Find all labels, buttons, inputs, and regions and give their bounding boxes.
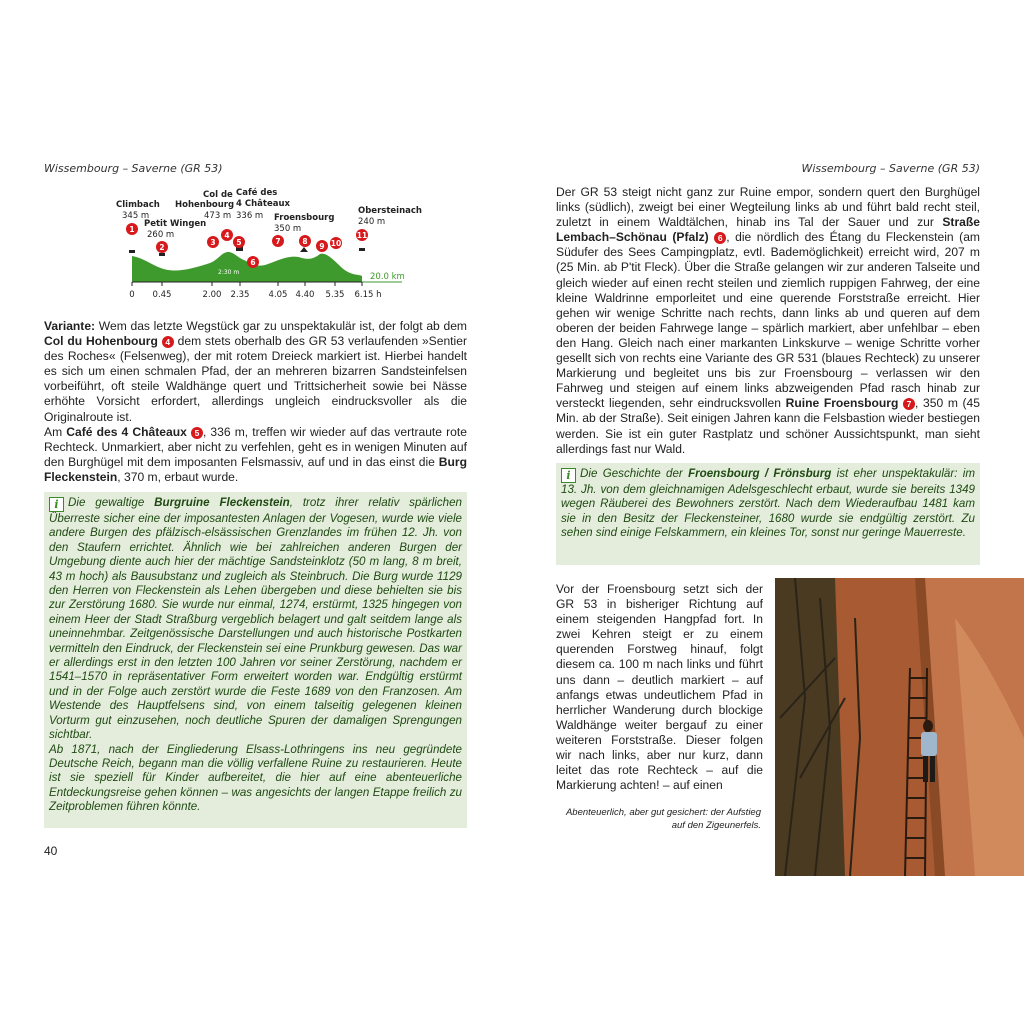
place-name: Straße Lembach–Schönau (Pfalz) xyxy=(556,215,980,245)
marker-3-label: 3 xyxy=(210,238,216,247)
place-name: Burgruine Fleckenstein xyxy=(154,496,290,509)
place-name: Burg Fleckenstein xyxy=(44,454,467,484)
waypoint-obersteinach-name: Obersteinach xyxy=(358,206,422,216)
info-icon: i xyxy=(49,497,64,512)
text-run: Der GR 53 steigt nicht ganz zur Ruine empor, sondern quert den Burghügel links (südlich), zweigt bei einer Wegteilung links ab und führt bald recht steil, zuletzt in einem Waldtälchen, hinab ins Tal der Sauer und zur xyxy=(556,185,980,230)
cafe-paragraph xyxy=(44,425,467,485)
time-label: 0 xyxy=(129,290,135,300)
waypoint-cafe-name-2: 4 Châteaux xyxy=(236,199,290,209)
time-label: 6.15 h xyxy=(354,290,382,300)
profile-inner-label: 2:30 m xyxy=(218,269,240,276)
time-label: 0.45 xyxy=(152,290,172,300)
waypoint-col-name-1: Col de xyxy=(203,190,233,200)
terrain-area xyxy=(132,252,362,282)
text-run: Die gewaltige xyxy=(68,496,155,509)
place-name: Ruine Froensbourg xyxy=(785,396,899,411)
right-body xyxy=(556,185,980,457)
marker-8-label: 8 xyxy=(302,237,308,246)
text-run: , die nördlich des Étang du Fleckenstein (am Südufer des Sees Campingplatz, evtl. Bademöglichkeit) erreicht wird, 207 m (25 Min. ab P'tit Fleck). Über die Straße gelangen wir zur anderen Talseite und gleich wieder auf einen recht steilen und ziemlich ruppigen Fahrweg, der eine kleine Waldrinne emporleitet und eine querende Forststraße erreicht. Hier gehen wir wenige Schritte nach rechts, dann links ab und queren auf dem oberen der beiden Fahrwege lange – spärlich markiert, aber unfehlbar – eben den Hang. Gleich nach einer markanten Linkskurve – wenige Schritte vorher gesellt sich von rechts eine Variante des GR 531 (blaues Rechteck) zu unserer Markierung und begleitet uns bis zur Froensbourg – verlassen wir den Fahrweg und steigen auf einem links abzweigenden Pfad rasch hinab zur versteckt liegenden, sehr eindrucksvollen xyxy=(556,230,980,411)
marker-5-label: 5 xyxy=(236,238,242,247)
bench-icon xyxy=(159,253,165,256)
waypoint-cafe-alt: 336 m xyxy=(236,211,264,221)
photo-zigeunerfels xyxy=(775,578,1024,876)
hiker-body xyxy=(921,732,937,756)
place-name: Col du Hohenbourg xyxy=(44,334,158,349)
text-run: ist eher unspektakulär: im 13. Jh. von dem gleichnamigen Adelsgeschlecht erbaut, wurde sie bereits 1349 wegen Räuberei des Bewohners zerstört. Nach dem Wiederaufbau 1481 kam sie in den Besitz der Fleckensteiner, 1680 wurde sie endgültig zerstört. Zu sehen sind einige Felskammern, ein kleines Tor, sonst nur geringe Mauerreste. xyxy=(561,467,975,540)
info-paragraph xyxy=(561,467,975,541)
info-box-fleckenstein xyxy=(44,492,467,828)
marker-2-label: 2 xyxy=(159,243,165,252)
marker-4-label: 4 xyxy=(224,231,230,240)
elevation-profile-svg xyxy=(40,180,440,305)
info-paragraph: Ab 1871, nach der Eingliederung Elsass-Lothringens ins neu gegründete Deutsche Reich, begann man die völlig verfallene Ruine zu restaurieren. Heute ist sie speziell für Kinder aufbereitet, die hier auf eine abenteuerliche Entdeckungsreise gehen können – was angesichts der langen Etappe freilich zu Zeitproblemen führen könnte. xyxy=(49,742,462,814)
continuation-paragraph: Vor der Froensbourg setzt sich der GR 53 in bisheriger Richtung auf einem steigenden Hangpfad fort. In zwei Kehren steigt er zu einem querenden Forstweg hinauf, folgt diesem ca. 100 m nach links und führt uns dann – deutlich markiert – auf anfangs etwas undeutlichem Pfad in herrlicher Wanderung durch blockige Waldhänge weiter bergauf zu einer weiteren Forststraße. Dieser folgen wir nach links, aber nur kurz, dann leitet das rote Rechteck – auf die Markierung achten! – auf einen xyxy=(556,582,763,793)
text-run: Am xyxy=(44,424,67,439)
variant-label: Variante: xyxy=(44,319,96,333)
waypoint-petit-wingen-alt: 260 m xyxy=(147,230,175,240)
place-name: Café des 4 Châteaux xyxy=(66,424,187,439)
waypoint-froensbourg-alt: 350 m xyxy=(274,224,302,234)
time-label: 2.35 xyxy=(230,290,250,300)
waypoint-obersteinach-alt: 240 m xyxy=(358,217,386,227)
marker-6-label: 6 xyxy=(250,258,256,267)
elevation-profile xyxy=(40,180,440,305)
waypoint-marker: 5 xyxy=(191,427,203,439)
text-run: Wem das letzte Wegstück gar zu unspektakulär ist, der folgt ab dem xyxy=(95,319,467,333)
right-lower-body xyxy=(556,582,763,793)
marker-11-label: 11 xyxy=(356,231,368,240)
waypoint-marker: 6 xyxy=(714,232,726,244)
text-run: , trotz ihrer relativ spärlichen Überreste sicher eine der imposantesten Anlagen der Vogesen, wurde wie viele andere Burgen des pfälzisch-elsässischen Grenzlandes im frühen 12. Jh. von den Staufern errichtet. Ähnlich wie bei zahlreichen anderen Burgen der Umgebung diente auch hier der mächtige Sandsteinklotz (50 m lang, 8 m breit, 43 m hoch) als Bausubstanz und zugleich als Steinbruch. Die Burg wurde 1129 den Herren von Fleckenstein als Lehen übergeben und diese behielten sie bis zur Zerstörung 1680. Sie wurde nur einmal, 1274, erstürmt, 1325 hingegen von einem Heer der Stadt Straßburg vergeblich belagert und galt seitdem lange als uneinnehmbar. Zeitgenössische Darstellungen und auch historische Postkarten vermitteln den Eindruck, der Fleckenstein sei eine Prunkburg gewesen. Das war er allerdings erst in den letzten 100 Jahren vor seiner Zerstörung, nachdem er 1541–1570 in repräsentativer Form erweitert worden war. Endgültig erstürmt und in der Folge auch zerstört wurde die Feste 1689 von den Franzosen. Am Westende des Hauptfelsens sind, von einem talseitig gelegenen kleinen Vorturm gut einzusehen, noch deutliche Spuren der damaligen Sprengungen sichtbar. xyxy=(49,496,462,742)
text-run: , 370 m, erbaut wurde. xyxy=(117,469,239,484)
hiker-head xyxy=(923,720,933,732)
marker-7-label: 7 xyxy=(275,237,281,246)
info-paragraph xyxy=(49,496,462,743)
place-name: Froensbourg / Frönsburg xyxy=(688,467,832,480)
waypoint-marker: 7 xyxy=(903,398,915,410)
info-box-froensbourg xyxy=(556,463,980,565)
page-number: 40 xyxy=(44,844,58,858)
variant-paragraph xyxy=(44,319,467,425)
marker-9-label: 9 xyxy=(319,242,325,251)
castle-icon xyxy=(300,247,308,252)
waypoint-col-name-2: Hohenbourg xyxy=(175,200,235,210)
waypoint-marker: 4 xyxy=(162,336,174,348)
waypoint-petit-wingen-name: Petit Wingen xyxy=(144,219,207,229)
waypoint-climbach-alt: 345 m xyxy=(122,211,150,221)
waypoint-cafe-name-1: Café des xyxy=(236,188,278,198)
photo-illustration xyxy=(775,578,1024,876)
bench-icon xyxy=(359,248,365,251)
text-run: Die Geschichte der xyxy=(580,467,689,480)
time-label: 4.05 xyxy=(268,290,288,300)
time-label: 5.35 xyxy=(325,290,345,300)
marker-1-label: 1 xyxy=(129,225,135,234)
waypoint-climbach-name: Climbach xyxy=(116,200,160,210)
marker-10-label: 10 xyxy=(330,239,342,248)
text-run: dem stets oberhalb des GR 53 verlaufenden »Sentier des Roches« (Felsenweg), der mit rotem Dreieck markiert ist. Hierbei handelt es sich um einen schmalen Pfad, der an mehreren bizarren Sandsteinfelsen vorbeiführt, oft steile Waldhänge quert und Trittsicherheit sowie bei Nässe erhöhte Vorsicht erfordert, allerdings ungleich eindrucksvoller als die Originalroute ist. xyxy=(44,334,467,424)
text-run: , 350 m (45 Min. ab der Straße). Seit einigen Jahren kann die Felsbastion wieder bestiegen werden. Sie ist ein guter Rastplatz und schöner Aussichtspunkt, man sieht allerdings fast nur Wald. xyxy=(556,396,980,456)
left-body xyxy=(44,319,467,485)
photo-caption: Abenteuerlich, aber gut gesichert: der Aufstieg auf den Zigeunerfels. xyxy=(565,807,761,831)
time-label: 4.40 xyxy=(295,290,315,300)
running-header-right: Wissembourg – Saverne (GR 53) xyxy=(801,162,980,175)
waypoint-col-alt: 473 m xyxy=(204,211,232,221)
bench-icon xyxy=(129,250,135,253)
time-label: 2.00 xyxy=(202,290,222,300)
route-paragraph xyxy=(556,185,980,457)
running-header-left: Wissembourg – Saverne (GR 53) xyxy=(44,162,223,175)
total-distance: 20.0 km xyxy=(370,272,405,282)
text-run: , 336 m, treffen wir wieder auf das vertraute rote Rechteck. Unmarkiert, aber nicht zu verfehlen, geht es in wenigen Minuten auf den Burghügel mit dem imposanten Felsmassiv, auf und in das einst die xyxy=(44,424,467,469)
waypoint-froensbourg-name: Froensbourg xyxy=(274,213,335,223)
info-icon: i xyxy=(561,468,576,483)
